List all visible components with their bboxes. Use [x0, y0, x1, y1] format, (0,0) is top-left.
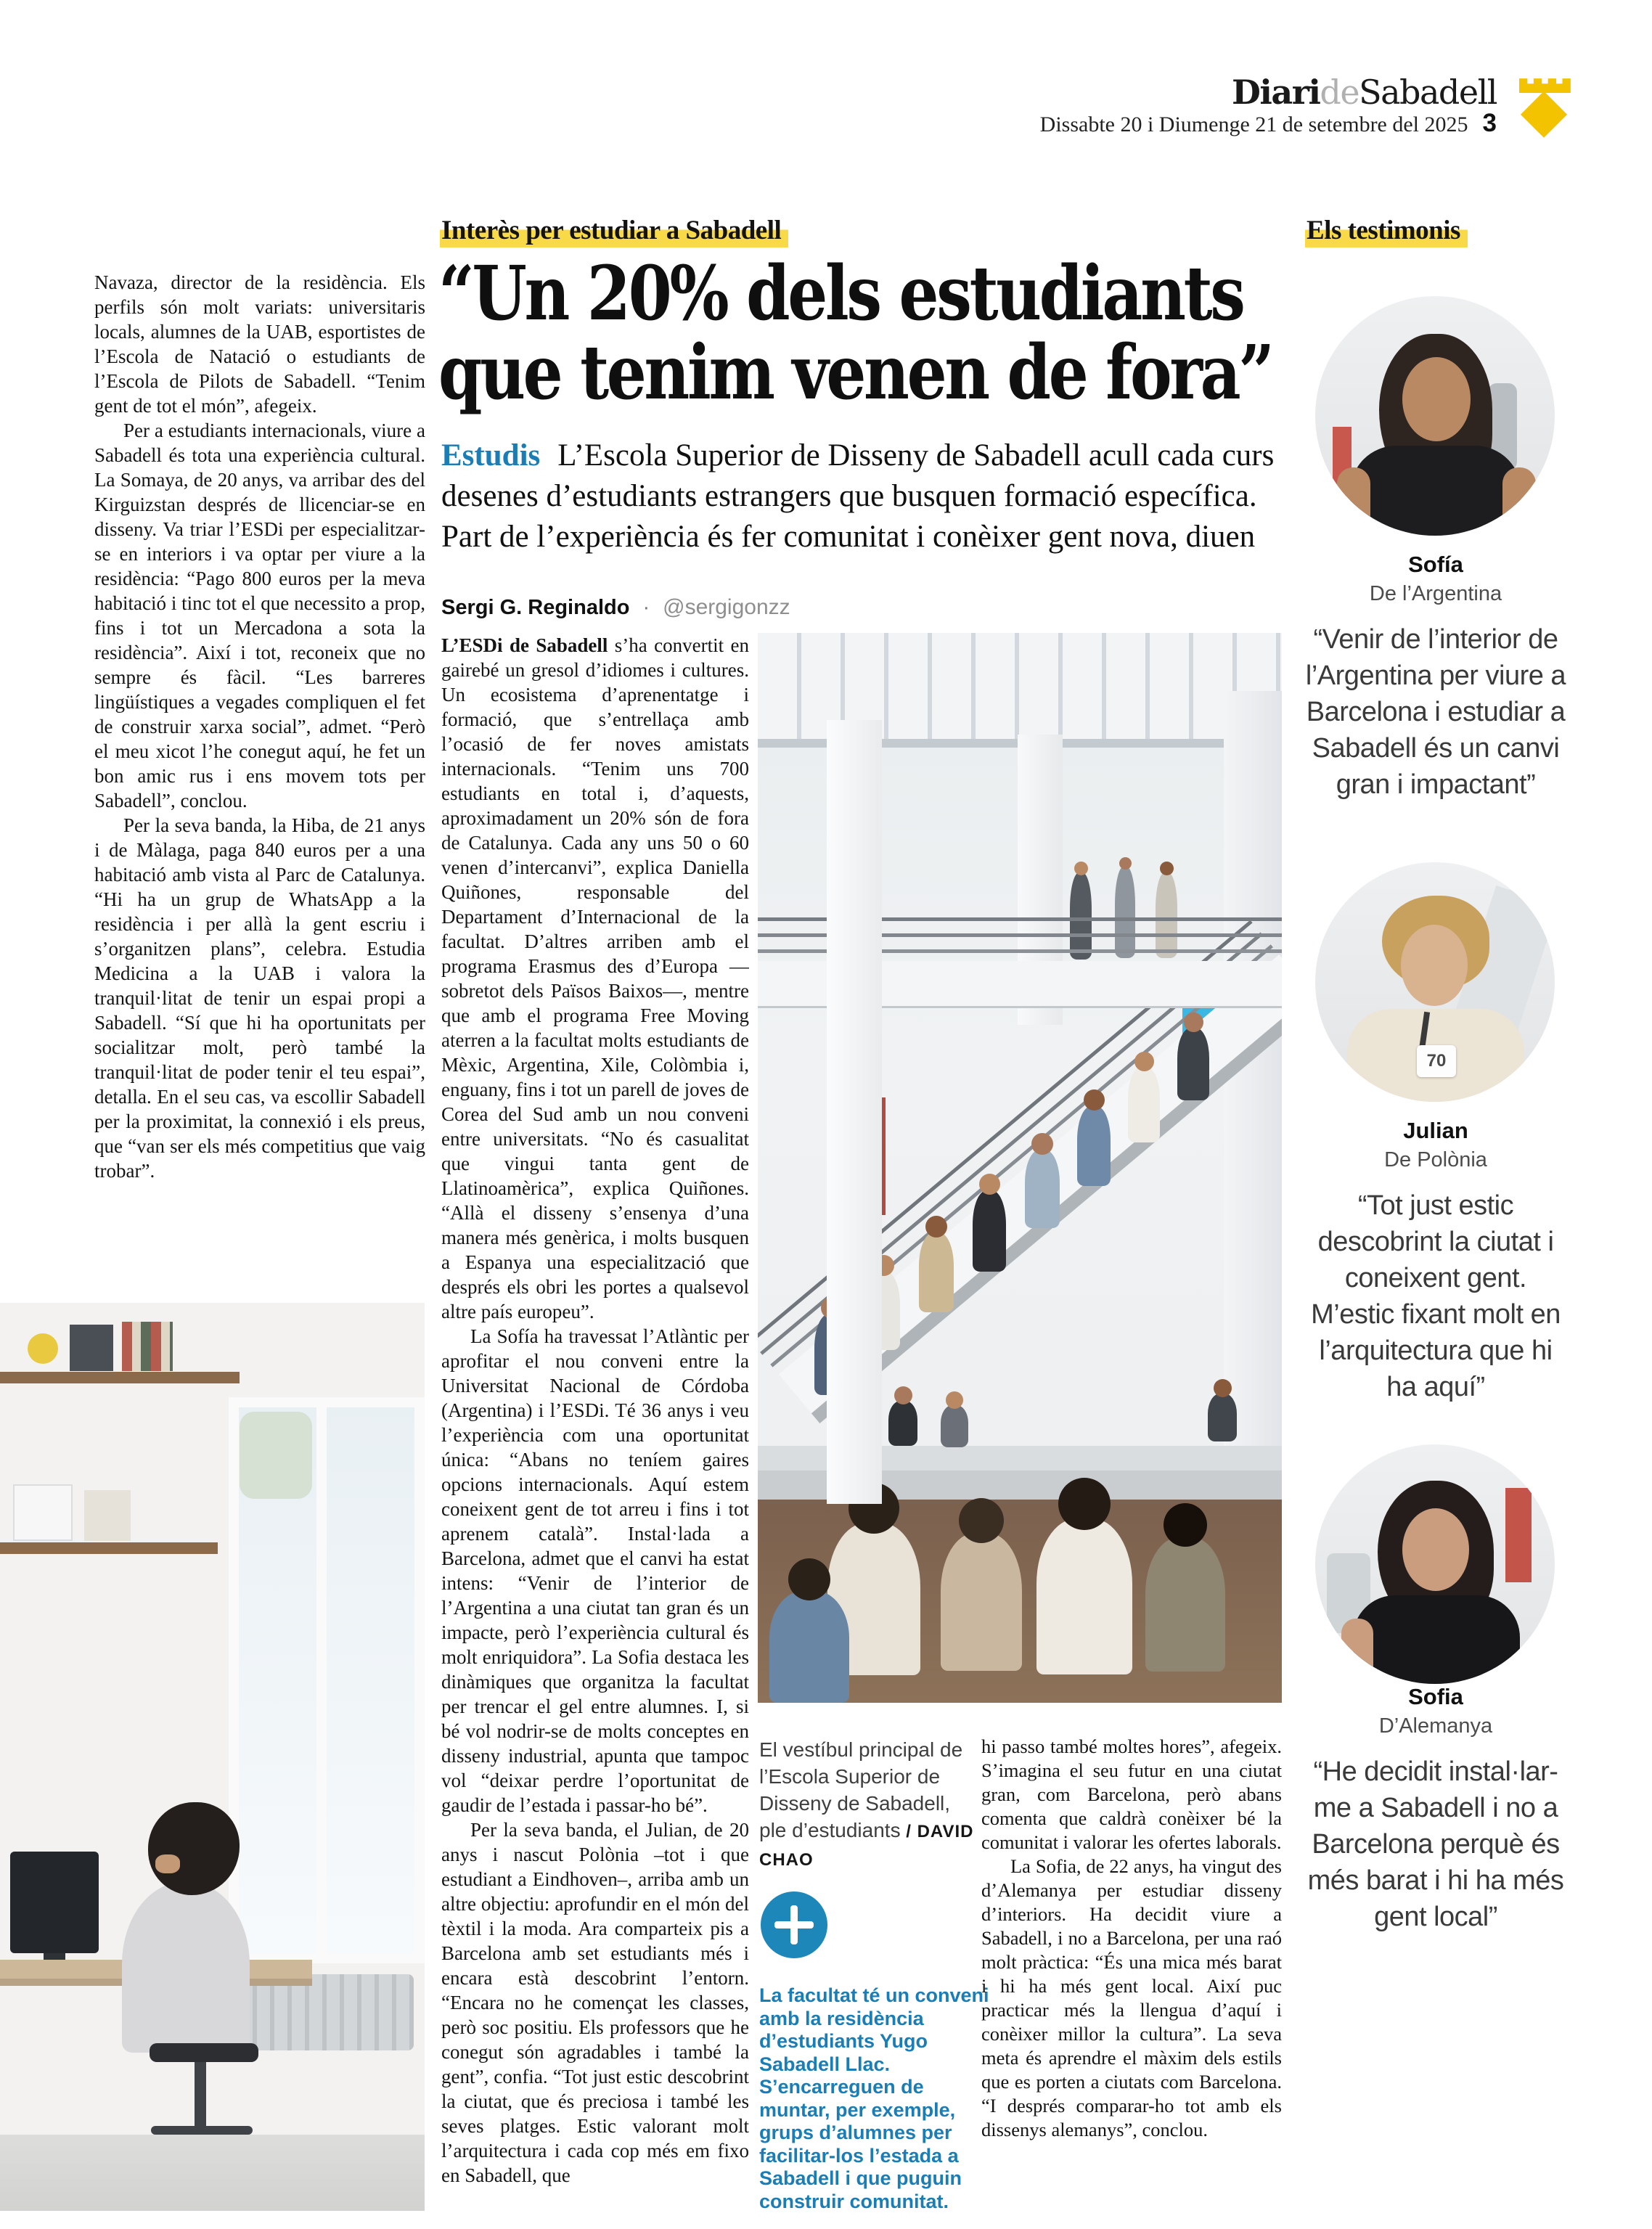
person-figure [1177, 1028, 1209, 1100]
byline [441, 595, 790, 620]
person-head [1184, 1013, 1203, 1032]
person-figure [888, 1401, 917, 1446]
main-photo [758, 633, 1282, 1703]
person-head [1402, 1508, 1469, 1591]
portrait-sofia-alemanya [1315, 1444, 1555, 1684]
portrait-sofia-argentina [1315, 296, 1555, 536]
monitor [10, 1852, 99, 1953]
testimonial-quote: “He decidit instal·lar-me a Sabadell i no a Barcelona perquè és més barat i hi ha més gent local” [1307, 1756, 1564, 1932]
column [827, 720, 882, 1504]
person-torso [1353, 1595, 1520, 1684]
testimonial-origin: De Polònia [1384, 1148, 1487, 1171]
person-figure [1025, 1150, 1060, 1228]
person-head [1402, 357, 1471, 441]
person-head [1031, 1133, 1053, 1155]
person-head [788, 1558, 830, 1600]
paragraph: Per la seva banda, el Julian, de 20 anys i nascut Polònia –tot i que estudiant a Eindhoven–, arriba amb un altre objectiu: aprofundir en el món del tèxtil i la moda. Ara comparteix pis a Barcelona amb set estudiants més i encara està descobrint l’entorn. “Encara no he començat les classes, però soc positiu. Els professors que he conegut són agradables i també la gent”, confia. “Tot just estic descobrint la ciutat, que és preciosa i també les seves platges. Estic valorant molt l’arquitectura i cada cop més em fixo en Sabadell, que [441, 1819, 749, 2186]
residence-photo [0, 1303, 425, 2211]
badge-70: 70 [1417, 1045, 1456, 1077]
article-kicker: Interès per estudiar a Sabadell [440, 215, 788, 246]
story-column-1 [441, 633, 749, 2211]
person-figure [1077, 1106, 1111, 1186]
testimonial-origin: De l’Argentina [1369, 582, 1502, 605]
info-note: La facultat té un conveni amb la residència d’estudiants Yugo Sabadell Llac. S’encarreguen de muntar, per exemple, grups d’alumnes per facilitar-los l’estada a Sabadell i que puguin construir comunitat. [759, 1984, 989, 2212]
paragraph: La Sofia, de 22 anys, ha vingut des d’Alemanya per estudiar disseny d’interiors. Ha decidit viure a Sabadell, i no a Barcelona, per una raó molt pràctica: “És una mica més barat i hi ha més gent local. Així puc practicar més la llengua d’aquí i conèixer millor la cultura”. La seva meta és aprendre el màxim dels estils que es porten a ciutats com Barcelona. “I després comparar-ho tot amb els dissenys alemanys”, conclou. [981, 1855, 1282, 2140]
testimonials-header: Els testimonis [1305, 215, 1468, 246]
person-hair [148, 1802, 240, 1895]
person-head [894, 1386, 912, 1404]
person-head [946, 1391, 963, 1409]
person-figure [1036, 1518, 1132, 1674]
standfirst [441, 435, 1283, 557]
floor [0, 2135, 425, 2211]
paragraph: Per a estudiants internacionals, viure a Sabadell és tota una experiència cultural. La Somaya, de 20 anys, va arribar des del Kirguizstan després de llicenciar-se en disseny. Va triar l’ESDi per especialitzar-se en interiors i va optar per viure a la residència: “Pago 800 euros per la meva habitació i tinc tot el que necessito a prop, fins i tot un Mercadona a sota la residència”. Així i tot, reconeix que no sempre és fàcil. “Les barreres lingüístiques a vegades compliquen el fet de construir xarxa social”, admet. “Però el meu xicot l’he conegut aquí, he fet un bon amic rus i ens movem tots per Sabadell”, conclou. [94, 420, 425, 811]
person-head [1134, 1052, 1154, 1071]
photo-credit: / DAVID CHAO [759, 1822, 974, 1870]
paragraph: Per la seva banda, la Hiba, de 21 anys i de Màlaga, paga 840 euros per a una habitació amb vista al Parc de Catalunya. “Hi ha un grup de WhatsApp a la residència i per allà la gent escriu i s’organitzen plans”, celebra. Estudia Medicina a la UAB i valora la tranquil·litat de tenir un espai propi a Sabadell. “Sí que hi ha oportunitats per socialitzar molt, però també la tranquil·litat de poder tenir el teu espai”, detalla. En el seu cas, va escollir Sabadell per la proximitat, la connexió i els preus, que “van ser els més competitius que vaig trobar”. [94, 814, 425, 1182]
person-figure [1208, 1394, 1237, 1441]
plus-icon [761, 1891, 827, 1958]
person-head [1164, 1503, 1207, 1547]
testimonial-quote: “Tot just estic descobrint la ciutat i coneixent gent. M’estic fixant molt en l’arquitectura que hi ha aquí” [1311, 1190, 1561, 1402]
headline-line-1: “Un 20% dels estudiants [438, 250, 1243, 338]
logo-sabadell: Sabadell [1359, 73, 1497, 112]
person-head [979, 1174, 1000, 1195]
lead-in: L’ESDi de Sabadell [441, 634, 608, 656]
shelf [0, 1372, 240, 1383]
paragraph: Navaza, director de la residència. Els perfils són molt variats: universitaris locals, alumnes de la UAB, esportistes de l’Escola de Natació o estudiants de l’Escola de Pilots de Sabadell. “Tenim gent de tot el món”, afegeix. [94, 271, 425, 417]
logo-de: de [1320, 73, 1359, 112]
office-chair [150, 2043, 258, 2062]
edition-date: Dissabte 20 i Diumenge 21 de setembre del 2025 [1039, 113, 1468, 136]
paragraph: La Sofía ha travessat l’Atlàntic per aprofitar el nou conveni entre la Universitat Nacional de Córdoba (Argentina) i l’ESDi. Té 36 anys i veu l’experiència com una oportunitat única: “Abans no teníem gaires opcions internacionals. Aquí estem coneixent gent de tot arreu i fins i tot aprenem català”. Instal·lada a Barcelona, admet que el canvi ha estat intens: “Venir de l’interior de l’Argentina a una ciutat tan gran és un impacte, però l’experiència cultural és molt enriquidora”. La Sofia destaca les dinàmiques que organitza la facultat per trencar el gel entre alumnes. I, si bé vol nodrir-se de molts conceptes en disseny industrial, apunta que tampoc vol “deixar perdre l’oportunitat de gaudir de l’estada i passar-ho bé”. [441, 1325, 749, 1816]
masthead-logo [1089, 73, 1497, 112]
paragraph: L’ESDi de Sabadell s’ha convertit en gairebé un gresol d’idiomes i cultures. Un ecosistema d’aprenentatge i formació, que s’entrellaça amb l’ocasió de fer noves amistats internacionals. “Tenim uns 700 estudiants en total i, d’aquests, aproximadament un 20% són de fora de Catalunya. Cada any uns 50 o 60 venen d’intercanvi”, explica Daniella Quiñones, responsable del Departament d’Internacional de la facultat. D’altres arriben amb el programa Erasmus des d’Europa —sobretot dels Països Baixos—, mentre que amb el programa Free Moving aterren a la facultat molts estudiants de Mèxic, Argentina, Xile, Colòmbia i, enguany, fins i tot un parell de joves de Corea del Sud amb un nou conveni entre universitats. “No és casualitat que vingui tanta gent de Llatinoamèrica”, explica Quiñones. “Allà el disseny s’ensenya d’una manera més genèrica, i molts busquen a Espanya una especialització que després els obri les portes a qualsevol altre país europeu”. [441, 634, 749, 1322]
byline-separator: · [642, 596, 650, 619]
continuation-column [94, 270, 425, 1301]
portrait-julian-polonia [1315, 862, 1555, 1102]
standfirst-text: L’Escola Superior de Disseny de Sabadell acull cada curs desenes d’estudiants estrangers que busquen formació específica. Part de l’experiència és fer comunitat i conèixer gent nova, diuen [441, 438, 1275, 554]
section-label: Estudis [441, 438, 541, 473]
story-column-3 [981, 1735, 1282, 2212]
person-head [925, 1216, 947, 1238]
person-figure [122, 1882, 250, 2053]
person-head [1401, 925, 1468, 1006]
photo-caption: El vestíbul principal de l’Escola Superior de Disseny de Sabadell, ple d’estudiants / DAVID CHAO [759, 1738, 974, 1870]
paragraph: hi passo també moltes hores”, afegeix. S’imagina el seu futur en una ciutat gran, com Barcelona, però abans comenta que caldrà conèixer bé la comunitat i valorar les ofertes laborals. [981, 1735, 1282, 1853]
testimonial-name: Sofia [1408, 1684, 1463, 1709]
testimonial-name: Julian [1403, 1118, 1468, 1143]
person-head [1084, 1089, 1105, 1111]
person-head [959, 1498, 1004, 1543]
article-headline [438, 250, 1292, 417]
person-figure [1128, 1067, 1160, 1142]
page-number: 3 [1482, 109, 1497, 137]
person-figure [1145, 1537, 1225, 1672]
byline-author: Sergi G. Reginaldo [441, 596, 630, 619]
person-figure [973, 1190, 1006, 1272]
shelf [0, 1542, 218, 1554]
person-figure [941, 1405, 968, 1447]
person-head [1214, 1379, 1232, 1397]
person-figure [769, 1591, 849, 1703]
testimonial-origin: D’Alemanya [1378, 1714, 1493, 1738]
person-torso [1350, 446, 1521, 536]
headline-line-2: que tenim venen de fora” [438, 329, 1272, 417]
person-figure [919, 1232, 954, 1312]
crown-diamond-icon [1513, 68, 1575, 146]
testimonial-quote: “Venir de l’interior de l’Argentina per viure a Barcelona i estudiar a Sabadell és un canvi gran i impactant” [1305, 624, 1566, 800]
logo-diari: Diari [1232, 73, 1320, 112]
person-head [1058, 1478, 1111, 1530]
person-figure [941, 1533, 1022, 1671]
dateline [1016, 109, 1497, 138]
byline-social-handle: @sergigonzz [663, 595, 790, 619]
testimonial-name: Sofía [1408, 552, 1463, 577]
